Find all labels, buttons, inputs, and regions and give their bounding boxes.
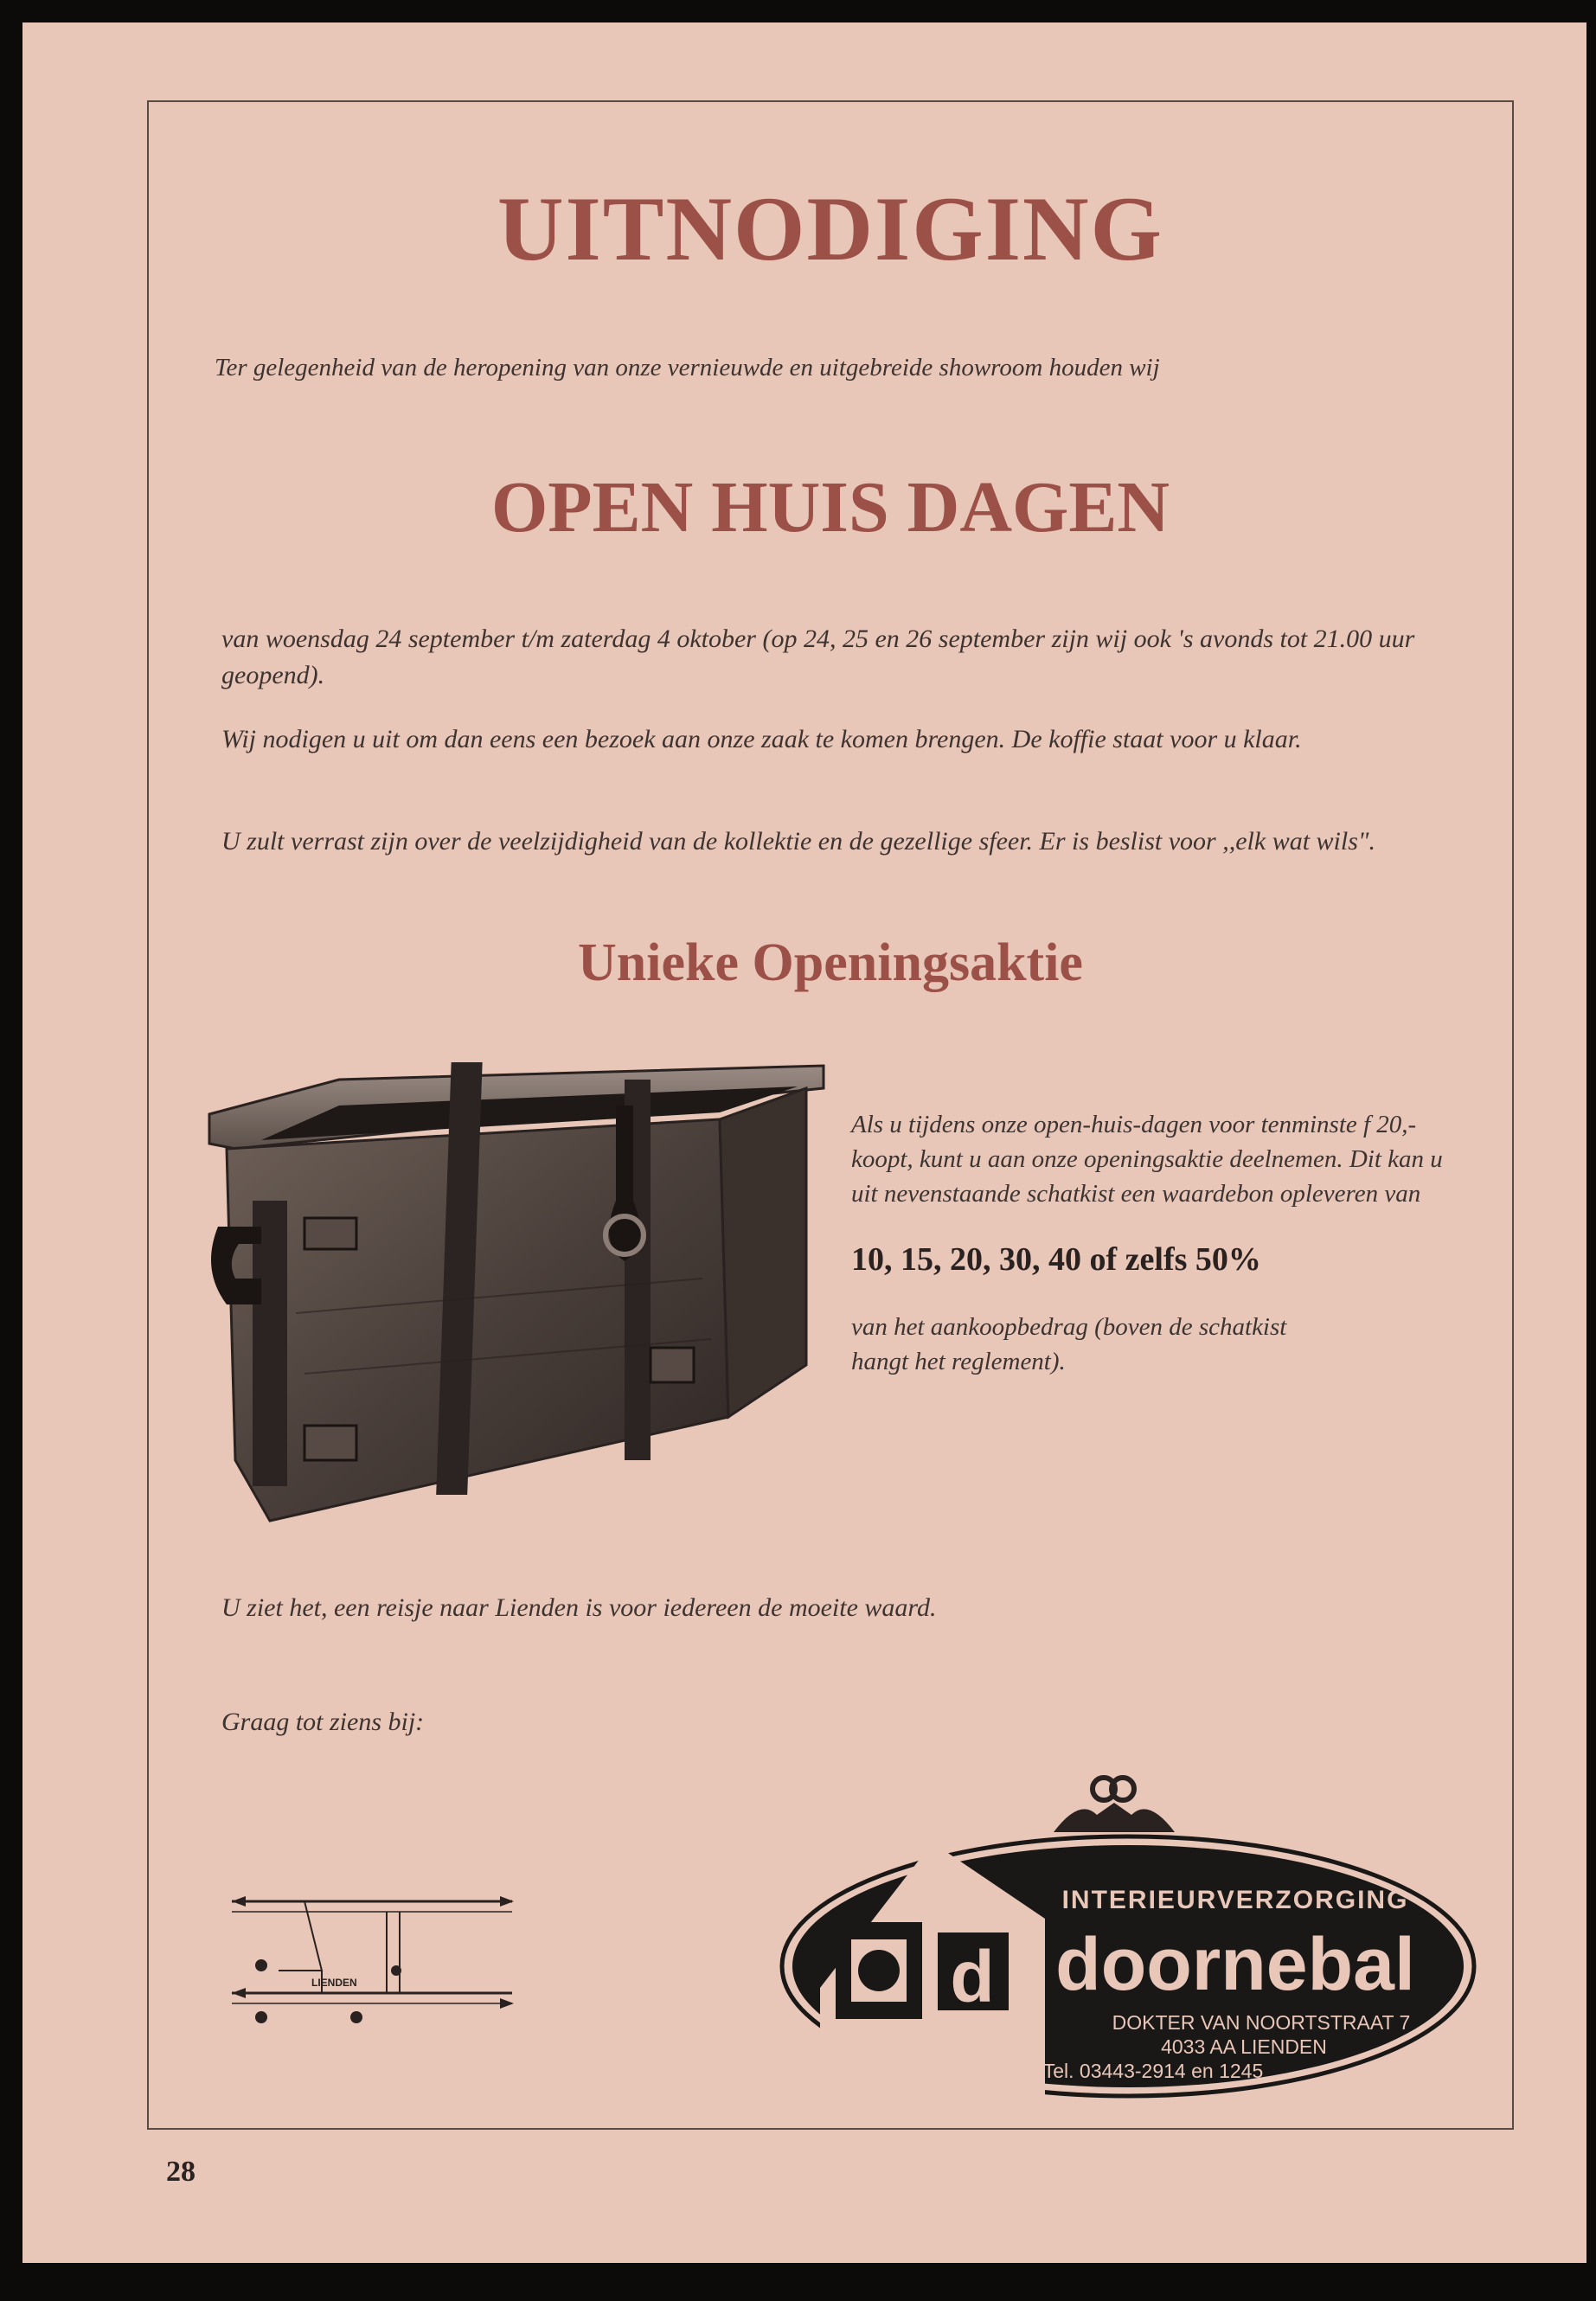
action-title: Unieke Openingsaktie	[578, 933, 1083, 992]
invite-paragraph: Wij nodigen u uit om dan eens een bezoek aan onze zaak te komen brengen. De koffie staat voor u klaar.	[221, 725, 1302, 753]
page-number: 28	[166, 2156, 195, 2188]
svg-text:d: d	[950, 1936, 995, 2017]
logo-address-street: DOKTER VAN NOORTSTRAAT 7	[1112, 2011, 1411, 2034]
logo-name: doornebal	[1055, 1923, 1415, 2006]
page	[22, 22, 1586, 2263]
logo-address-city: 4033 AA LIENDEN	[1161, 2035, 1327, 2058]
surprise-paragraph: U zult verrast zijn over de veelzijdigheid van de kollektie en de gezellige sfeer. Er is beslist voor ,,elk wat wils".	[221, 827, 1375, 856]
treasure-chest-image	[201, 1054, 832, 1538]
invitation-frame	[147, 100, 1514, 2130]
greeting-text: Graag tot ziens bij:	[221, 1708, 425, 1736]
closing-text: U ziet het, een reisje naar Lienden is voor iedereen de moeite waard.	[221, 1593, 937, 1622]
map-town-label: LIENDEN	[311, 1977, 357, 1989]
page-title: UITNODIGING	[497, 178, 1163, 279]
offer-text: Als u tijdens onze open-huis-dagen voor tenminste f 20,- koopt, kunt u aan onze openingsaktie deelnemen. Dit kan u uit nevenstaande schatkist een waardebon opleveren van	[851, 1111, 1443, 1208]
route-map	[227, 1875, 521, 2057]
intro-text: Ter gelegenheid van de heropening van onze vernieuwde en uitgebreide showroom houden wij	[215, 354, 1160, 381]
logo-tagline: INTERIEURVERZORGING	[1061, 1886, 1409, 1914]
offer-percentages: 10, 15, 20, 30, 40 of zelfs 50%	[851, 1241, 1261, 1278]
doornebal-logo	[768, 1763, 1477, 2118]
logo-phone: Tel. 03443-2914 en 1245	[1042, 2060, 1264, 2082]
event-title: OPEN HUIS DAGEN	[490, 467, 1170, 548]
offer-text-2: van het aankoopbedrag (boven de schatkist hangt het reglement).	[851, 1313, 1287, 1375]
dates-paragraph: van woensdag 24 september t/m zaterdag 4 oktober (op 24, 25 en 26 september zijn wij ook 's avonds tot 21.00 uur geopend).	[221, 625, 1415, 689]
